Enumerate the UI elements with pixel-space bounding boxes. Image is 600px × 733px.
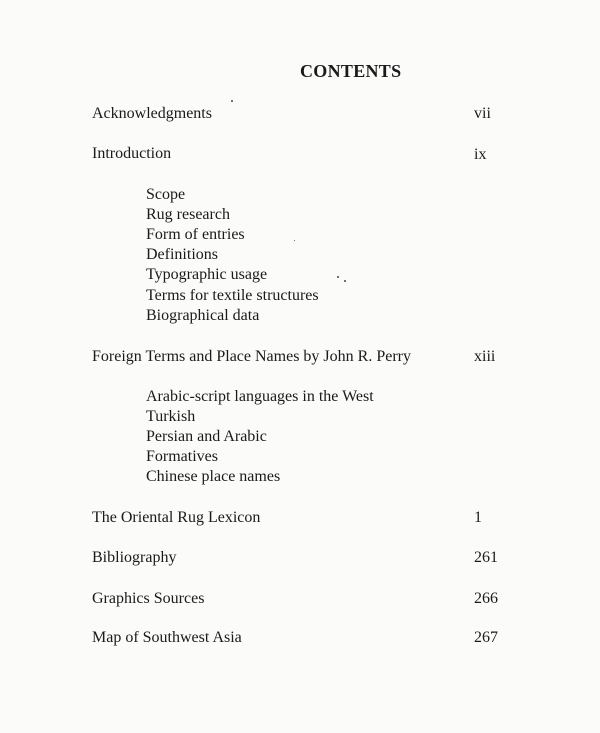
toc-subentry-formatives[interactable]: Formatives [146, 448, 218, 465]
toc-entry-introduction[interactable]: Introduction [92, 145, 172, 162]
toc-subentry-rug-research[interactable]: Rug research [146, 206, 230, 223]
toc-page-number: 267 [474, 629, 498, 646]
toc-page-number: vii [474, 105, 491, 122]
toc-subentry-arabic-script[interactable]: Arabic-script languages in the West [146, 388, 374, 405]
toc-subentry-scope[interactable]: Scope [146, 186, 186, 203]
toc-page-number: 266 [474, 590, 498, 607]
toc-subentry-form-of-entries[interactable]: Form of entries [146, 226, 245, 243]
toc-page-number: xiii [474, 348, 496, 365]
toc-subentry-chinese-place-names[interactable]: Chinese place names [146, 468, 281, 485]
toc-subentry-definitions[interactable]: Definitions [146, 246, 218, 263]
toc-entry-bibliography[interactable]: Bibliography [92, 549, 177, 566]
toc-entry-graphics-sources[interactable]: Graphics Sources [92, 590, 205, 607]
toc-entry-map-southwest-asia[interactable]: Map of Southwest Asia [92, 629, 242, 646]
toc-page-number: ix [474, 146, 487, 163]
toc-subentry-turkish[interactable]: Turkish [146, 408, 196, 425]
scan-speck [231, 100, 233, 102]
scan-speck [294, 240, 295, 241]
toc-subentry-biographical-data[interactable]: Biographical data [146, 307, 260, 324]
scan-speck [344, 280, 346, 282]
toc-page-number: 261 [474, 549, 498, 566]
toc-subentry-textile-structures[interactable]: Terms for textile structures [146, 287, 319, 304]
toc-entry-oriental-rug-lexicon[interactable]: The Oriental Rug Lexicon [92, 509, 261, 526]
toc-subentry-persian-arabic[interactable]: Persian and Arabic [146, 428, 267, 445]
toc-page-number: 1 [474, 509, 482, 526]
scan-speck [337, 276, 339, 278]
toc-entry-acknowledgments[interactable]: Acknowledgments [92, 105, 212, 122]
toc-subentry-typographic-usage[interactable]: Typographic usage [146, 266, 268, 283]
page-title: CONTENTS [300, 61, 402, 81]
toc-entry-foreign-terms[interactable]: Foreign Terms and Place Names by John R. Perry [92, 348, 411, 365]
